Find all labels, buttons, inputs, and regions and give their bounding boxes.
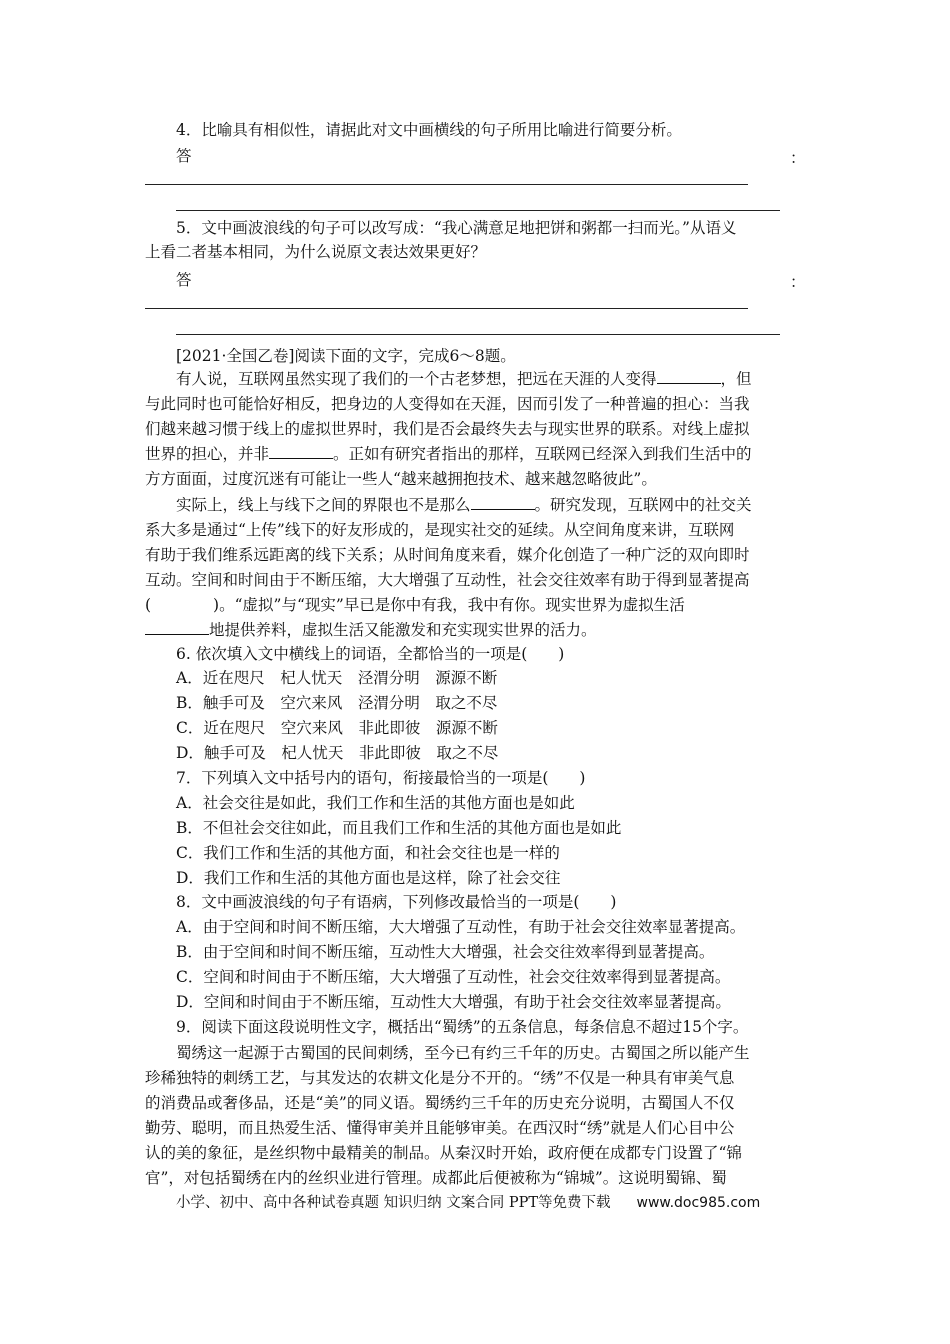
question-6-option-d: D．触手可及 杞人忧天 非此即彼 取之不尽: [176, 744, 499, 762]
question-6-stem: 6. 依次填入文中横线上的词语，全都恰当的一项是( ): [176, 645, 565, 663]
answer-line: [145, 308, 748, 309]
question-4-answer-label: 答: [176, 147, 192, 165]
passage-line: 世界的担心，并非 。正如有研究者指出的那样，互联网已经深入到我们生活中的: [145, 445, 752, 463]
answer-line: [176, 334, 780, 335]
passage-line: 勤劳、聪明，而且热爱生活、懂得审美并且能够审美。在西汉时“绣”就是人们心目中公: [145, 1119, 735, 1137]
passage-intro: [2021·全国乙卷]阅读下面的文字，完成6～8题。: [176, 347, 516, 365]
passage-line: 有人说，互联网虽然实现了我们的一个古老梦想，把远在天涯的人变得 ，但: [176, 370, 752, 388]
question-9-stem: 9．阅读下面这段说明性文字，概括出“蜀绣”的五条信息，每条信息不超过15个字。: [176, 1018, 749, 1036]
question-8-option-c: C．空间和时间由于不断压缩，大大增强了互动性，社会交往效率得到显著提高。: [176, 968, 731, 986]
question-8-option-b: B．由于空间和时间不断压缩，互动性大大增强，社会交往效率得到显著提高。: [176, 943, 715, 961]
fill-blank: [269, 443, 333, 459]
passage-line: 官”，对包括蜀绣在内的丝织业进行管理。成都此后便被称为“锦城”。这说明蜀锦、蜀: [145, 1169, 727, 1187]
passage-line: 互动。空间和时间由于不断压缩，大大增强了互动性，社会交往效率有助于得到显著提高: [145, 571, 750, 589]
passage-line: 方方面面，过度沉迷有可能让一些人“越来越拥抱技术、越来越忽略彼此”。: [145, 470, 657, 488]
question-5-colon: ：: [790, 273, 806, 291]
question-7-stem: 7．下列填入文中括号内的语句，衔接最恰当的一项是( ): [176, 769, 586, 787]
question-6-option-c: C．近在咫尺 空穴来风 非此即彼 源源不断: [176, 719, 498, 737]
answer-line: [145, 184, 748, 185]
question-4-colon: ：: [790, 149, 806, 167]
question-4-text: 4．比喻具有相似性，请据此对文中画横线的句子所用比喻进行简要分析。: [176, 121, 682, 139]
question-6-option-a: A．近在咫尺 杞人忧天 泾渭分明 源源不断: [176, 669, 498, 687]
page-footer: [176, 1192, 760, 1214]
fill-blank: [145, 619, 209, 635]
passage-line: 与此同时也可能恰好相反，把身边的人变得如在天涯，因而引发了一种普遍的担心：当我: [145, 395, 750, 413]
fill-blank: [657, 368, 721, 384]
passage-line: 实际上，线上与线下之间的界限也不是那么 。研究发现，互联网中的社交关: [176, 496, 752, 514]
footer-site-link[interactable]: www.doc985.com: [636, 1195, 761, 1211]
passage-line: 蜀绣这一起源于古蜀国的民间刺绣，至今已有约三千年的历史。古蜀国之所以能产生: [176, 1044, 750, 1062]
passage-line: 的消费品或奢侈品，还是“美”的同义语。蜀绣约三千年的历史充分说明，古蜀国人不仅: [145, 1094, 735, 1112]
question-8-option-d: D．空间和时间由于不断压缩，互动性大大增强，有助于社会交往效率显著提高。: [176, 993, 731, 1011]
passage-line: 们越来越习惯于线上的虚拟世界时，我们是否会最终失去与现实世界的联系。对线上虚拟: [145, 420, 750, 438]
question-6-option-b: B．触手可及 空穴来风 泾渭分明 取之不尽: [176, 694, 498, 712]
question-8-option-a: A．由于空间和时间不断压缩，大大增强了互动性，有助于社会交往效率显著提高。: [176, 918, 746, 936]
question-8-stem: 8．文中画波浪线的句子有语病，下列修改最恰当的一项是( ): [176, 893, 617, 911]
question-7-option-d: D．我们工作和生活的其他方面也是这样，除了社会交往: [176, 869, 561, 887]
question-7-option-a: A．社会交往是如此，我们工作和生活的其他方面也是如此: [176, 794, 575, 812]
question-7-option-c: C．我们工作和生活的其他方面，和社会交往也是一样的: [176, 844, 560, 862]
passage-line: 珍稀独特的刺绣工艺，与其发达的农耕文化是分不开的。“绣”不仅是一种具有审美气息: [145, 1069, 735, 1087]
fill-blank: [471, 494, 535, 510]
question-5-line-2: 上看二者基本相同，为什么说原文表达效果更好？: [145, 243, 487, 261]
passage-line: 系大多是通过“上传”线下的好友形成的，是现实社交的延续。从空间角度来讲，互联网: [145, 521, 735, 539]
question-5-line-1: 5．文中画波浪线的句子可以改写成：“我心满意足地把饼和粥都一扫而光。”从语义: [176, 219, 737, 237]
passage-line: 有助于我们维系远距离的线下关系；从时间角度来看，媒介化创造了一种广泛的双向即时: [145, 546, 750, 564]
answer-line: [176, 210, 780, 211]
question-7-option-b: B．不但社会交往如此，而且我们工作和生活的其他方面也是如此: [176, 819, 622, 837]
passage-line: 地提供养料，虚拟生活又能激发和充实现实世界的活力。: [145, 618, 805, 642]
passage-line: ( )。“虚拟”与“现实”早已是你中有我，我中有你。现实世界为虚拟生活: [145, 596, 685, 614]
footer-text: 小学、初中、高中各种试卷真题 知识归纳 文案合同 PPT等免费下载: [176, 1195, 611, 1211]
question-5-answer-label: 答: [176, 271, 192, 289]
passage-line: 认的美的象征，是丝织物中最精美的制品。从秦汉时开始，政府便在成都专门设置了“锦: [145, 1144, 742, 1162]
